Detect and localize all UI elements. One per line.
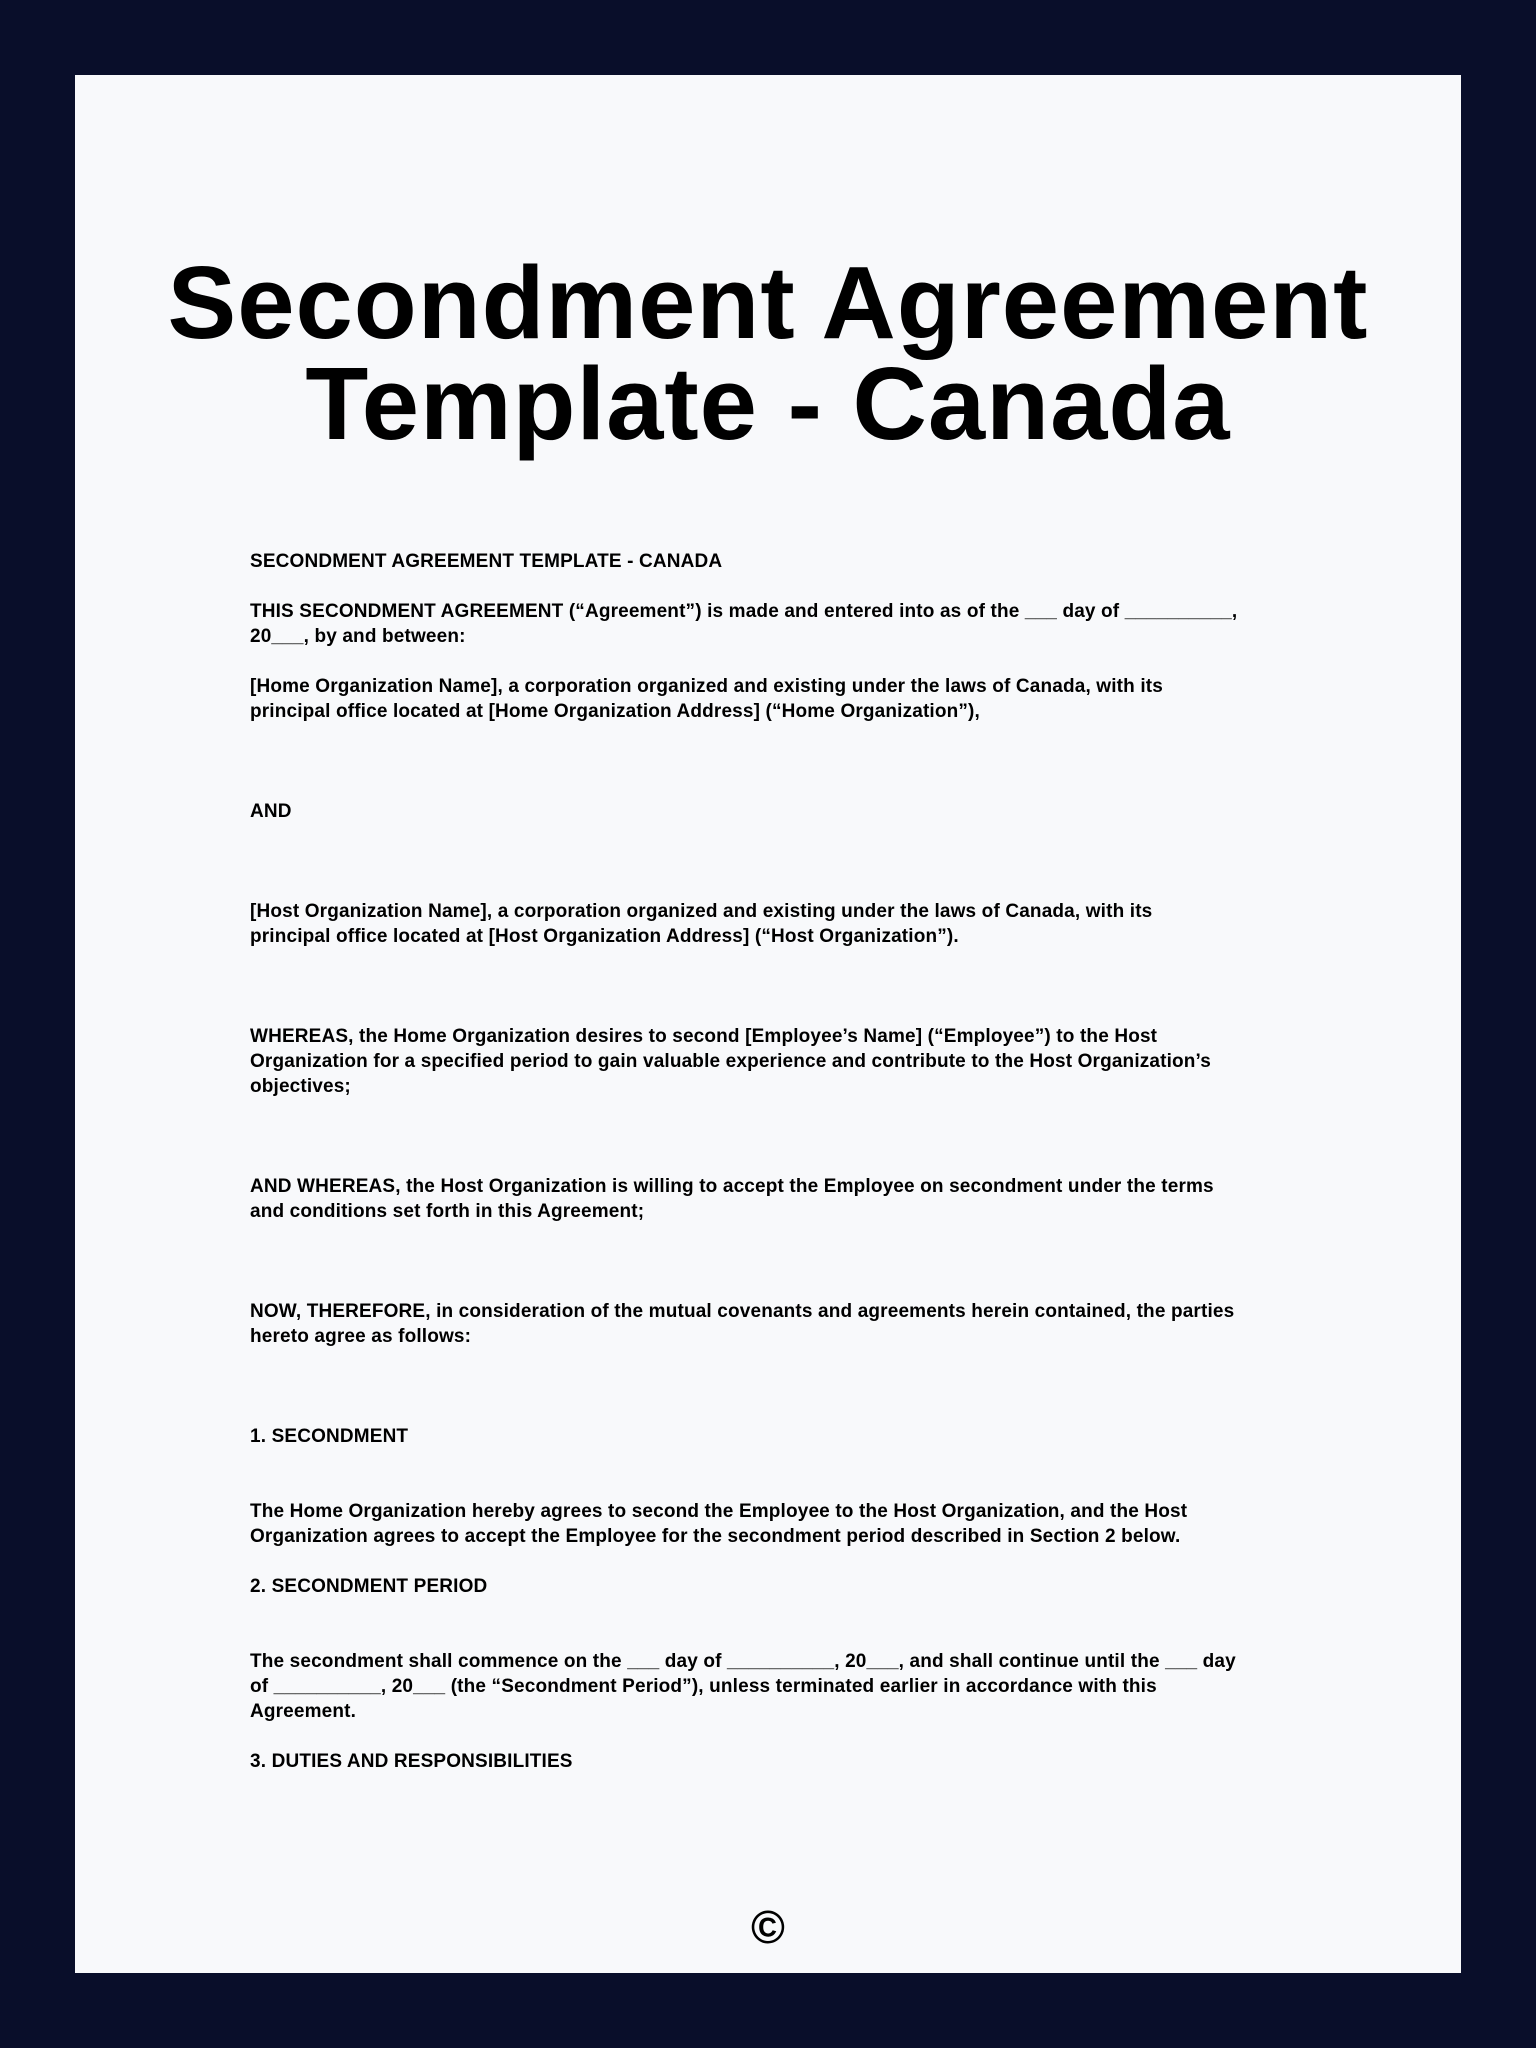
- section-2-paragraph: [250, 1649, 1290, 1724]
- document-page: [75, 75, 1461, 1973]
- intro-line-1: THIS SECONDMENT AGREEMENT (“Agreement”) is made and entered into as of the ___ day of __________,: [250, 601, 1238, 622]
- section-2-line-3: Agreement.: [250, 1701, 357, 1722]
- now-therefore-line-1: NOW, THEREFORE, in consideration of the mutual covenants and agreements herein contained, the parties: [250, 1301, 1235, 1322]
- section-2-heading: 2. SECONDMENT PERIOD: [250, 1576, 488, 1597]
- home-organization-line-1: [Home Organization Name], a corporation organized and existing under the laws of Canada, with its: [250, 676, 1163, 697]
- copyright-icon: ©: [751, 1901, 785, 1953]
- host-organization-line-2: principal office located at [Host Organization Address] (“Host Organization”).: [250, 926, 959, 947]
- intro-line-2: 20___, by and between:: [250, 626, 466, 647]
- whereas-2-line-1: AND WHEREAS, the Host Organization is willing to accept the Employee on secondment under the terms: [250, 1176, 1214, 1197]
- whereas-1-line-2: Organization for a specified period to gain valuable experience and contribute to the Host Organization’s: [250, 1051, 1211, 1072]
- host-organization-line-1: [Host Organization Name], a corporation organized and existing under the laws of Canada, with its: [250, 901, 1153, 922]
- whereas-paragraph-1: [250, 1024, 1290, 1099]
- section-1-line-2: Organization agrees to accept the Employee for the secondment period described in Section 2 below.: [250, 1526, 1181, 1547]
- whereas-1-line-3: objectives;: [250, 1076, 351, 1097]
- section-1-paragraph: [250, 1499, 1290, 1549]
- document-title-line-2: Template - Canada: [305, 346, 1231, 461]
- whereas-1-line-1: WHEREAS, the Home Organization desires to second [Employee’s Name] (“Employee”) to the Host: [250, 1026, 1158, 1047]
- section-3-heading: 3. DUTIES AND RESPONSIBILITIES: [250, 1751, 573, 1772]
- intro-paragraph: [250, 599, 1290, 649]
- host-organization-paragraph: [250, 899, 1290, 949]
- and-label: AND: [250, 801, 292, 822]
- document-title-line-1: Secondment Agreement: [167, 245, 1369, 360]
- whereas-2-line-2: and conditions set forth in this Agreement;: [250, 1201, 645, 1222]
- whereas-paragraph-2: [250, 1174, 1290, 1224]
- section-2-line-2: of __________, 20___ (the “Secondment Period”), unless terminated earlier in accordance with this: [250, 1676, 1157, 1697]
- now-therefore-line-2: hereto agree as follows:: [250, 1326, 472, 1347]
- home-organization-paragraph: [250, 674, 1290, 724]
- document-title: [75, 245, 1461, 461]
- agreement-heading: SECONDMENT AGREEMENT TEMPLATE - CANADA: [250, 551, 723, 572]
- home-organization-line-2: principal office located at [Home Organization Address] (“Home Organization”),: [250, 701, 980, 722]
- section-1-line-1: The Home Organization hereby agrees to second the Employee to the Host Organization, and the Host: [250, 1501, 1188, 1522]
- section-2-line-1: The secondment shall commence on the ___ day of __________, 20___, and shall continue until the ___ day: [250, 1651, 1236, 1672]
- now-therefore-paragraph: [250, 1299, 1290, 1349]
- section-1-heading: 1. SECONDMENT: [250, 1426, 409, 1447]
